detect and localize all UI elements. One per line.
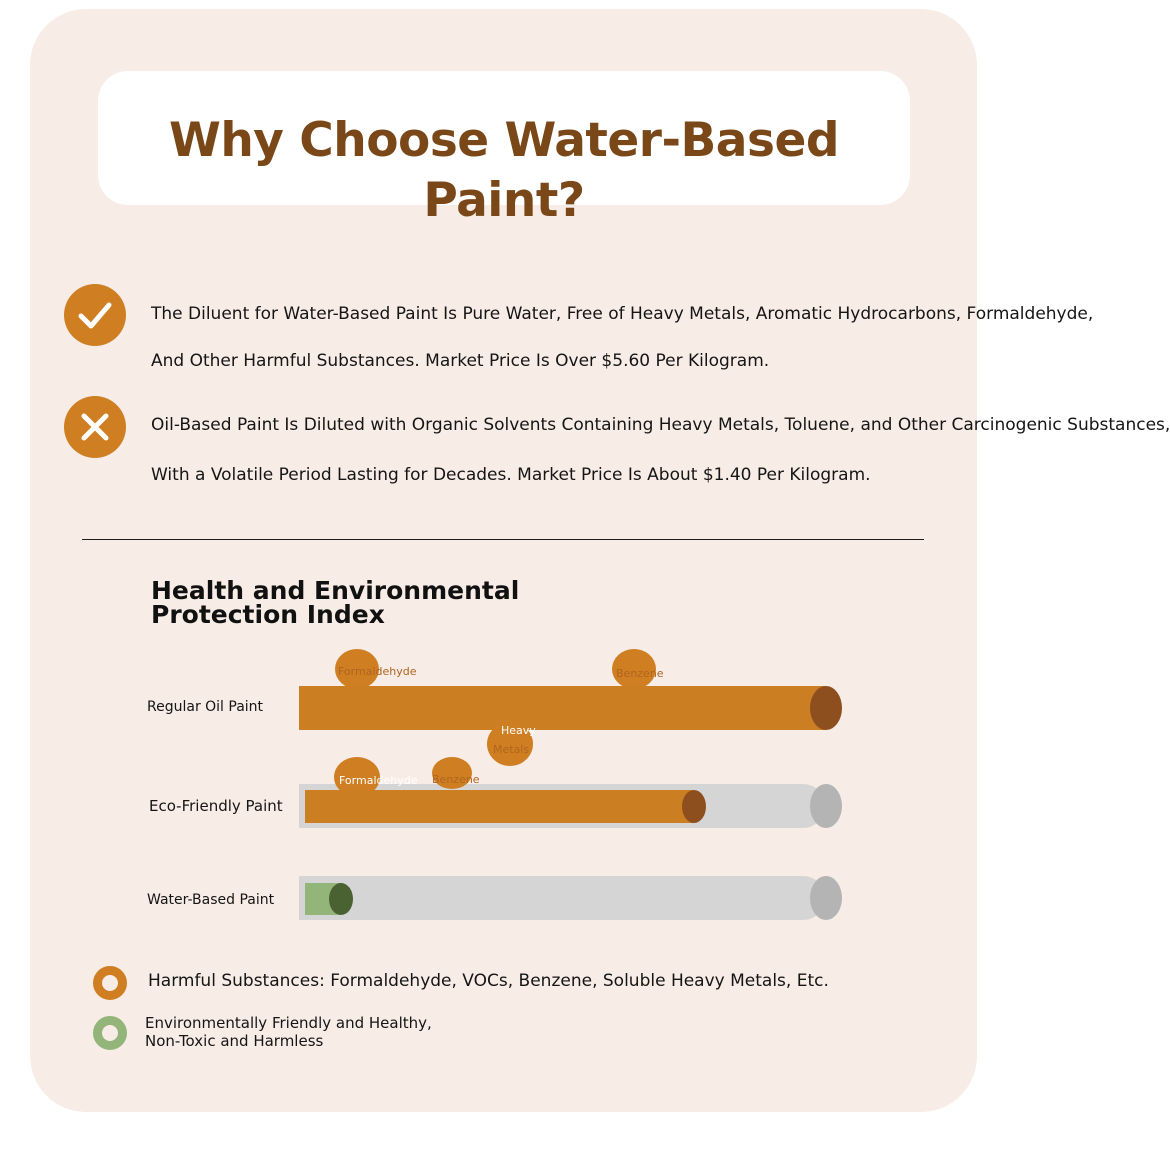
bubble-label-benzene: Benzene xyxy=(432,773,480,786)
friendly-legend-icon xyxy=(93,1016,127,1050)
infographic-card xyxy=(30,9,1170,1112)
bubble-label-formaldehyde: Formaldehyde xyxy=(338,665,417,678)
friendly-legend-text xyxy=(145,1014,432,1050)
bubble-label-formaldehyde: Formaldehyde xyxy=(339,774,418,787)
bubble-label-heavy: Heavy xyxy=(501,724,536,737)
eco-paint-track-cap xyxy=(810,784,842,828)
oil-paint-bar-cap xyxy=(810,686,842,730)
index-title-line1: Health and Environmental xyxy=(151,576,520,605)
row-label-oil-paint: Regular Oil Paint xyxy=(147,699,264,715)
index-title-line2: Protection Index xyxy=(151,600,385,629)
check-icon xyxy=(64,284,126,346)
harmful-legend-text: Harmful Substances: Formaldehyde, VOCs, Benzene, Soluble Heavy Metals, Etc. xyxy=(148,971,829,991)
bubble-label-benzene: Benzene xyxy=(616,667,664,680)
water-paint-track xyxy=(299,876,825,920)
oil-paint-statement-line1: Oil-Based Paint Is Diluted with Organic Solvents Containing Heavy Metals, Toluene, and Other Carcinogenic Substances, xyxy=(151,415,1170,435)
water-paint-statement-line1: The Diluent for Water-Based Paint Is Pure Water, Free of Heavy Metals, Aromatic Hydrocarbons, Formaldehyde, xyxy=(151,304,1094,324)
page-title: Why Choose Water-Based Paint? xyxy=(169,113,839,228)
divider xyxy=(82,539,924,540)
harmful-legend-icon xyxy=(93,966,127,1000)
friendly-legend-line2: Non-Toxic and Harmless xyxy=(145,1032,324,1050)
row-label-water-paint: Water-Based Paint xyxy=(147,892,275,908)
cross-icon xyxy=(64,396,126,458)
title-panel xyxy=(98,71,910,228)
oil-paint-statement-line2: With a Volatile Period Lasting for Decades. Market Price Is About $1.40 Per Kilogram. xyxy=(151,465,871,485)
bubble-label-metals: Metals xyxy=(493,743,530,756)
water-paint-statement-line2: And Other Harmful Substances. Market Price Is Over $5.60 Per Kilogram. xyxy=(151,351,770,371)
friendly-legend-line1: Environmentally Friendly and Healthy, xyxy=(145,1014,432,1032)
eco-paint-harmful-bar xyxy=(305,790,694,823)
index-title xyxy=(151,576,520,629)
water-paint-track-cap xyxy=(810,876,842,920)
row-label-eco-paint: Eco-Friendly Paint xyxy=(149,797,283,815)
oil-paint-harmful-bar xyxy=(299,686,826,730)
